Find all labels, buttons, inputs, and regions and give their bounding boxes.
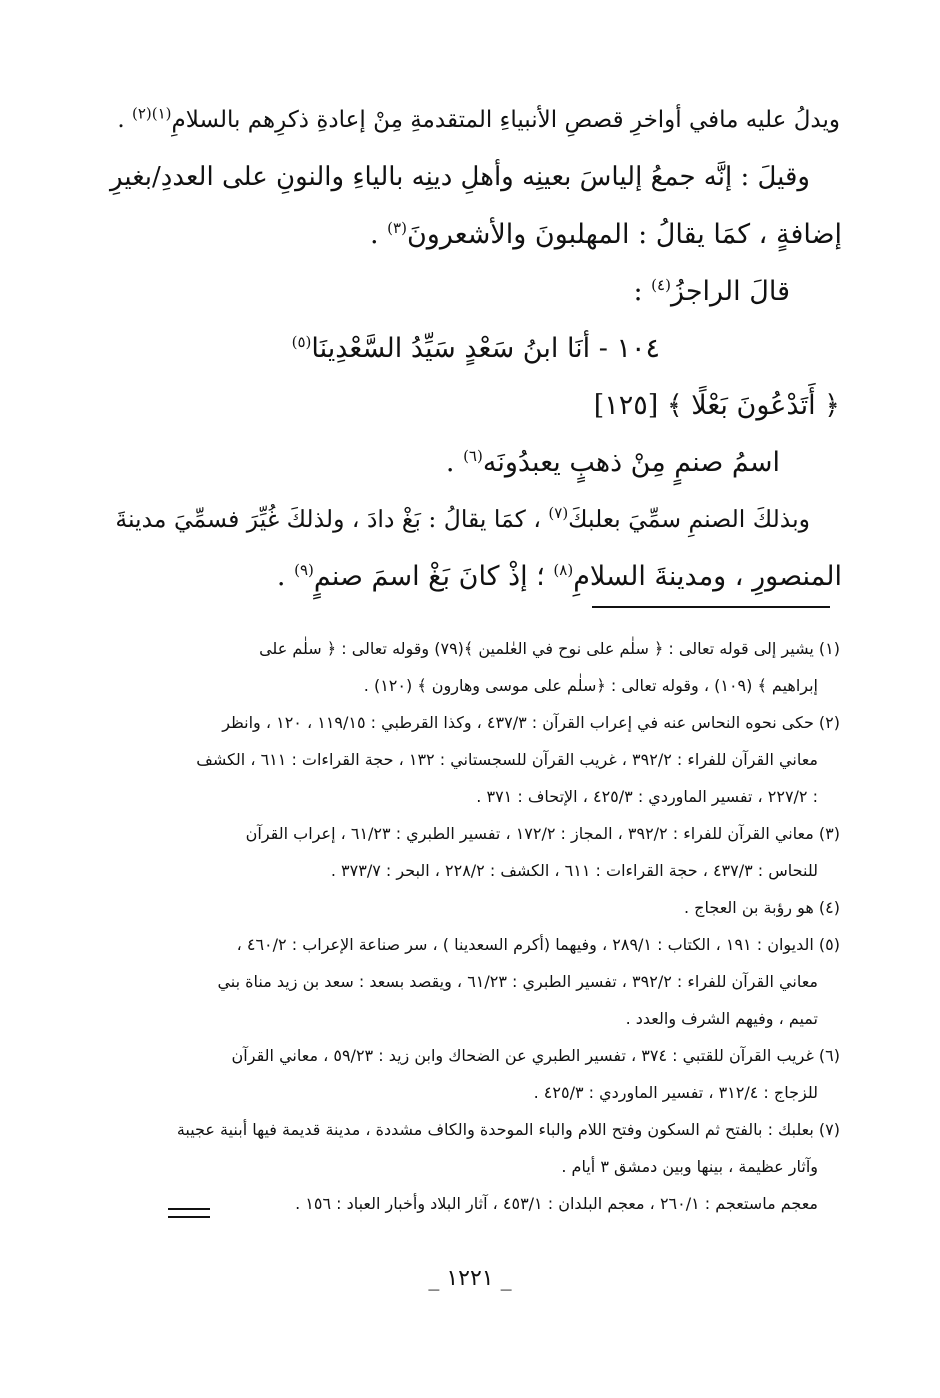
footnote-line: (٢) حكى نحوه النحاس عنه في إعراب القرآن : ٤٣٧/٣ ، وكذا القرطبي : ١١٩/١٥ ، ١٢٠ ، وانظر (222, 713, 840, 732)
verse-text: ١٠٤ - أنَا ابنُ سَعْدٍ سَيِّدُ السَّعْدِينَا (311, 333, 660, 364)
footnote (128, 926, 840, 1037)
footnote-line: (٥) الديوان : ١٩١ ، الكتاب : ٢٨٩/١ ، وفيهما (أكرم السعدينا ) ، سر صناعة الإعراب : ٤٦٠/٢ ، (236, 935, 840, 954)
footnote-line: وآثار عظيمة ، بينها وبين دمشق ٣ أيام . (561, 1157, 818, 1176)
footnote-ref: (٥) (291, 333, 312, 351)
footnote-line: للنحاس : ٤٣٧/٣ ، حجة القراءات : ٦١١ ، الكشف : ٢٢٨/٢ ، البحر : ٣٧٣/٧ . (330, 861, 818, 880)
line-end: . (445, 447, 464, 478)
line-text: إضافةٍ ، كمَا يقالُ : المهلبونَ والأشعرونَ (406, 219, 842, 250)
line-end: : (633, 276, 652, 307)
verse-line (110, 320, 850, 377)
footnote (128, 1111, 840, 1222)
footnote-ref: (٩) (294, 561, 314, 579)
footnote-line: للزجاج : ٣١٢/٤ ، تفسير الماوردي : ٤٢٥/٣ . (533, 1083, 818, 1102)
text-line (110, 491, 850, 548)
text-line (110, 434, 850, 491)
line-end: . (370, 219, 388, 250)
line-text: قالَ الراجزُ (670, 276, 790, 307)
text-line (110, 263, 850, 320)
footnote-ref: (٧) (548, 504, 569, 523)
footnote-ref: (١)(٢) (131, 104, 172, 123)
line-end: . (276, 561, 295, 592)
text-line (110, 548, 850, 605)
line-text: اسمُ صنمٍ مِنْ ذهبٍ يعبدُونَه (482, 447, 780, 478)
footnote-ref: (٨) (553, 561, 574, 579)
line-end: . (117, 107, 132, 133)
footnote-line: (١) يشير إلى قوله تعالى : ﴿ سلٰم على نوح في العٰلمين ﴾(٧٩) وقوله تعالى : ﴿ سلٰم على (259, 639, 840, 658)
line-text: وبذلكَ الصنمِ سمِّيَ بعلبكَ (568, 505, 810, 533)
quran-text: ﴿ أَتَدْعُونَ بَعْلًا ﴾ [١٢٥] (593, 390, 840, 421)
footnote (128, 1037, 840, 1111)
footnote (128, 630, 840, 704)
footnotes (128, 630, 840, 1222)
footnote-line: تميم ، وفيهم الشرف والعدد . (625, 1009, 818, 1028)
footnote (128, 889, 840, 926)
main-text (110, 92, 850, 605)
line-text: ؛ إذْ كانَ بَغْ اسمَ صنمٍ (313, 561, 554, 592)
footnote (128, 704, 840, 815)
footnote-ref: (٤) (651, 276, 671, 294)
footnote-ref: (٣) (387, 219, 407, 237)
footnote-line: : ٢٢٧/٢ ، تفسير الماوردي : ٤٢٥/٣ ، الإتحاف : ٣٧١ . (476, 787, 818, 806)
footnote-ref: (٦) (463, 447, 483, 465)
footnote-line: (٧) بعلبك : بالفتح ثم السكون وفتح اللام والباء الموحدة والكاف مشددة ، مدينة قديمة فيها أبنية عجيبة (176, 1120, 840, 1139)
footnote-line: إبراهيم ﴾ (١٠٩) ، وقوله تعالى : ﴿سلٰم على موسى وهارون ﴾ (١٢٠) . (363, 676, 818, 695)
end-double-rule (168, 1208, 210, 1218)
footnote-line: (٦) غريب القرآن للقتبي : ٣٧٤ ، تفسير الطبري عن الضحاك وابن زيد : ٥٩/٢٣ ، معاني القرآن (231, 1046, 840, 1065)
footnote-line: معجم ماستعجم : ٢٦٠/١ ، معجم البلدان : ٤٥٣/١ ، آثار البلاد وأخبار العباد : ١٥٦ . (295, 1194, 818, 1213)
quran-heading (110, 377, 850, 434)
footnote-line: معاني القرآن للفراء : ٣٩٢/٢ ، تفسير الطبري : ٦١/٢٣ ، ويقصد بسعد : سعد بن زيد مناة بني (217, 972, 818, 991)
footnote-line: معاني القرآن للفراء : ٣٩٢/٢ ، غريب القرآن للسجستاني : ١٣٢ ، حجة القراءات : ٦١١ ، الكشف (196, 750, 818, 769)
line-text: ويدلُ عليه مافي أواخرِ قصصِ الأنبياءِ المتقدمةِ مِنْ إعادةِ ذكرِهم بالسلامِ (171, 107, 840, 133)
text-line (110, 149, 850, 206)
line-text: وقيلَ : إنَّه جمعُ إلياسَ بعينِه وأهلِ دينِه بالياءِ والنونِ على العددِ/بغيرِ (110, 162, 810, 192)
text-line (110, 206, 850, 263)
line-text: المنصورِ ، ومدينةَ السلامِ (573, 561, 842, 592)
footnote-line: (٣) معاني القرآن للفراء : ٣٩٢/٢ ، المجاز : ١٧٢/٢ ، تفسير الطبري : ٦١/٢٣ ، إعراب القرآن (245, 824, 840, 843)
page-number: _ ١٢٢١ _ (428, 1266, 512, 1291)
footnote-line: (٤) هو رؤبة بن العجاج . (684, 898, 840, 917)
text-line (110, 92, 850, 149)
line-text: ، كمَا يقالُ : بَغْ دادَ ، ولذلكَ غُيِّرَ فسمِّيَ مدينةَ (115, 505, 549, 533)
footnote (128, 815, 840, 889)
footnote-separator (592, 606, 830, 608)
